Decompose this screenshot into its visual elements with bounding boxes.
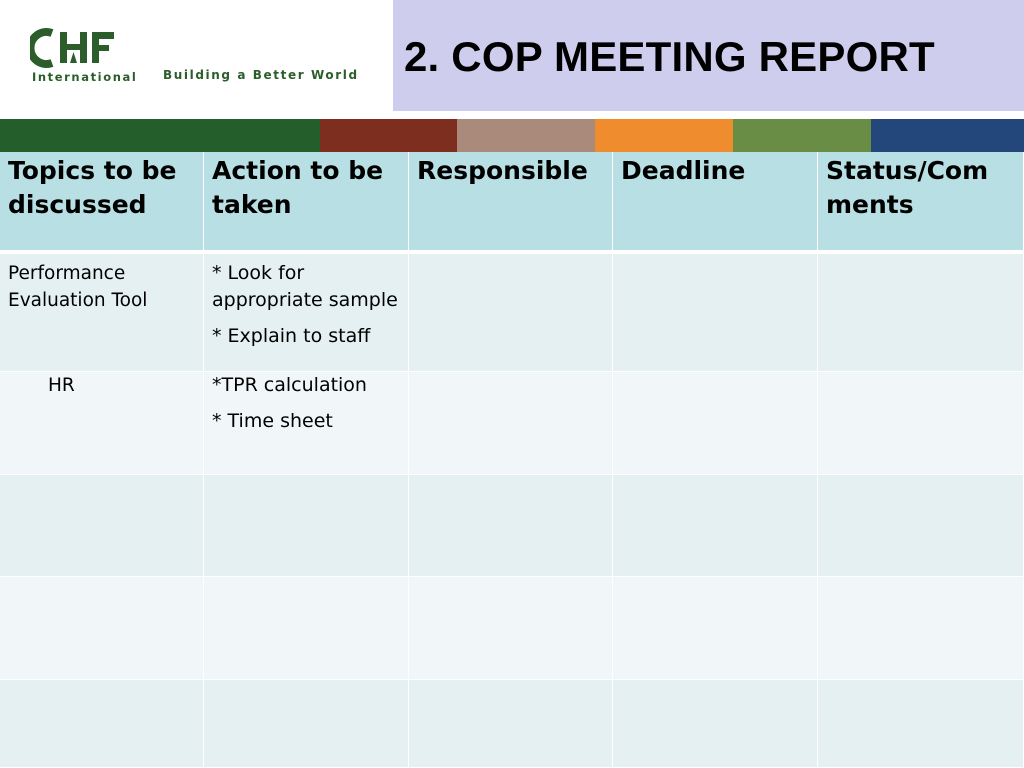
action-item: *TPR calculation: [212, 374, 367, 396]
table-cell-deadline: [613, 372, 818, 475]
logo-tagline: Building a Better World: [163, 68, 359, 82]
table-cell-responsible: [409, 680, 613, 768]
table-cell-action: [204, 680, 409, 768]
table-cell-responsible: [409, 475, 613, 577]
table-cell-action: [204, 475, 409, 577]
table-cell-responsible: [409, 254, 613, 372]
table-cell-deadline: [613, 475, 818, 577]
table-cell-status: [818, 680, 1024, 768]
action-item: * Time sheet: [212, 410, 333, 432]
action-item: * Explain to staff: [212, 325, 371, 347]
table-cell-topic: [0, 475, 204, 577]
report-table: [0, 152, 1024, 768]
table-cell-status: [818, 254, 1024, 372]
table-cell-topic: HR: [0, 372, 204, 475]
stripe-segment: [320, 119, 457, 152]
title-banner: [393, 0, 1024, 111]
table-cell-responsible: [409, 372, 613, 475]
column-header-deadline: Deadline: [613, 152, 818, 254]
table-cell-topic: [0, 577, 204, 680]
logo-area: [0, 0, 393, 111]
stripe-segment: [0, 119, 320, 152]
table-cell-status: [818, 577, 1024, 680]
column-header-action: Action to be taken: [204, 152, 409, 254]
page-title: 2. COP MEETING REPORT: [404, 33, 935, 80]
table-cell-deadline: [613, 577, 818, 680]
stripe-segment: [733, 119, 871, 152]
column-header-responsible: Responsible: [409, 152, 613, 254]
table-cell-action: [204, 254, 409, 372]
table-cell-responsible: [409, 577, 613, 680]
table-cell-topic: [0, 680, 204, 768]
column-header-topics: Topics to be discussed: [0, 152, 204, 254]
table-cell-status: [818, 372, 1024, 475]
table-cell-deadline: [613, 254, 818, 372]
table-cell-topic: Performance Evaluation Tool: [0, 254, 204, 372]
stripe-segment: [595, 119, 733, 152]
logo-subtitle: International: [32, 70, 138, 84]
table-cell-action: [204, 372, 409, 475]
stripe-segment: [457, 119, 595, 152]
stripe-segment: [871, 119, 1024, 152]
color-stripe: [0, 119, 1024, 152]
table-cell-action: [204, 577, 409, 680]
table-cell-status: [818, 475, 1024, 577]
action-item: * Look for appropriate sample: [212, 262, 398, 311]
table-cell-deadline: [613, 680, 818, 768]
column-header-status: Status/Com ments: [818, 152, 1024, 254]
